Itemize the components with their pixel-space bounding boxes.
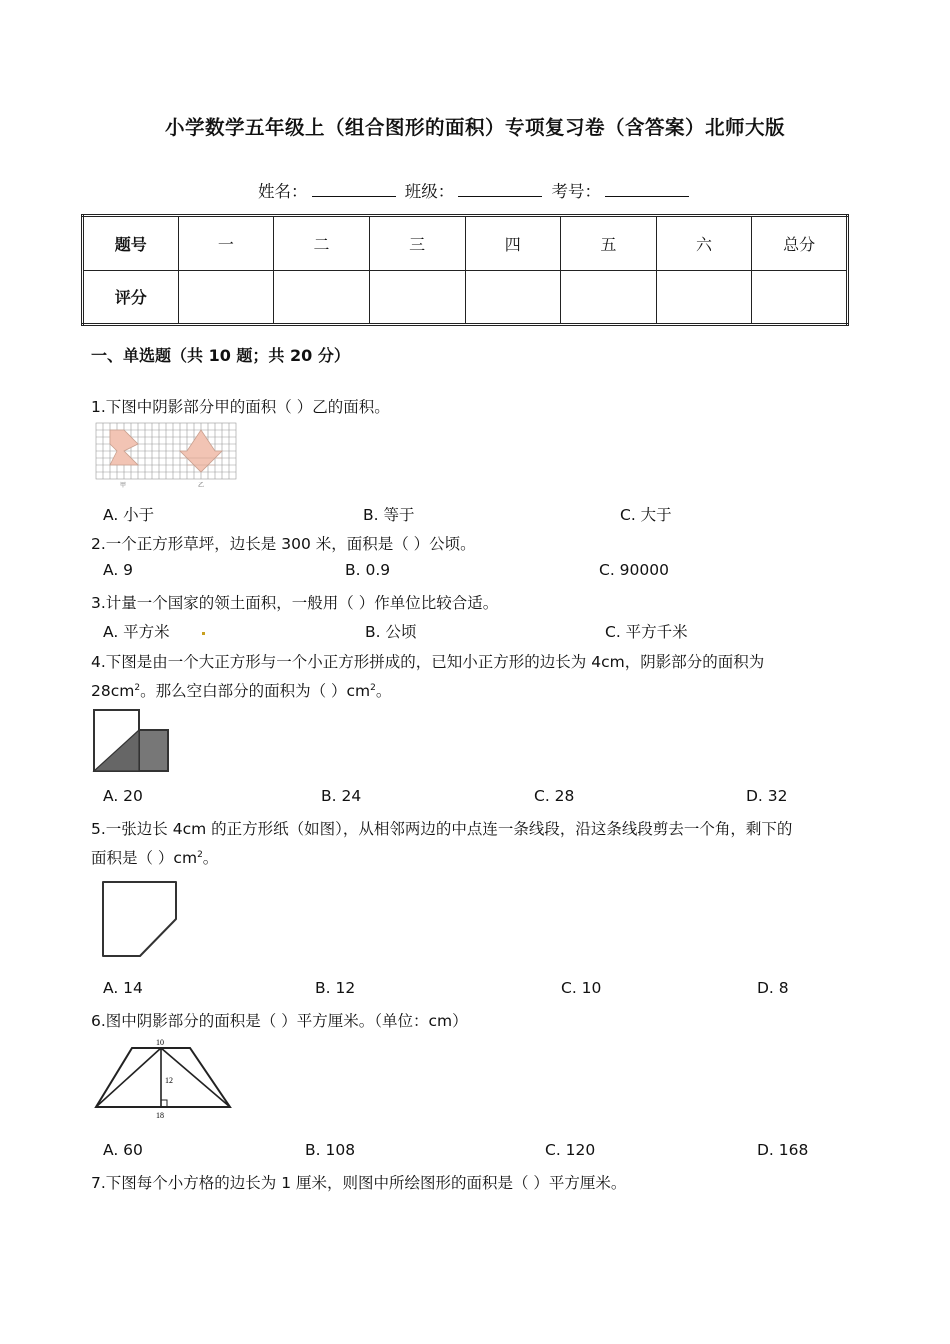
question-4-figure xyxy=(92,708,172,774)
score-cell[interactable] xyxy=(178,270,274,325)
name-label: 姓名： xyxy=(258,182,308,201)
question-4-line-1: 4.下图是由一个大正方形与一个小正方形拼成的，已知小正方形的边长为 4cm，阴影部分的面积为 xyxy=(91,653,765,671)
label-jia: 甲 xyxy=(120,482,127,489)
q5-option-b[interactable]: B. 12 xyxy=(315,979,356,997)
score-header-cell: 一 xyxy=(178,216,274,271)
cut-square xyxy=(103,882,176,956)
question-6-text: 6.图中阴影部分的面积是（ ）平方厘米。（单位：cm） xyxy=(91,1012,468,1030)
question-5-figure xyxy=(98,879,182,961)
page-title: 小学数学五年级上（组合图形的面积）专项复习卷（含答案）北师大版 xyxy=(164,116,785,139)
q2-option-b[interactable]: B. 0.9 xyxy=(345,561,391,579)
q6-option-b[interactable]: B. 108 xyxy=(305,1141,356,1159)
q3-option-c[interactable]: C. 平方千米 xyxy=(605,623,688,641)
question-5-line-1: 5.一张边长 4cm 的正方形纸（如图），从相邻两边的中点连一条线段，沿这条线段剪去一个角，剩下的 xyxy=(91,820,793,838)
score-table-header-row xyxy=(83,216,848,271)
dim-top-label: 10 xyxy=(156,1038,164,1047)
section-heading: 一、单选题（共 10 题；共 20 分） xyxy=(91,346,350,365)
score-header-cell: 五 xyxy=(561,216,657,271)
q3-option-a[interactable]: A. 平方米 xyxy=(103,623,170,641)
class-label: 班级： xyxy=(404,182,455,201)
label-yi: 乙 xyxy=(198,482,205,489)
student-info-line xyxy=(258,178,693,202)
dim-bottom-label: 18 xyxy=(156,1111,164,1120)
q4-option-d[interactable]: D. 32 xyxy=(746,787,788,805)
q1-option-c[interactable]: C. 大于 xyxy=(620,506,672,524)
dim-height-label: 12 xyxy=(165,1076,173,1085)
score-cell[interactable] xyxy=(656,270,752,325)
score-header-cell: 题号 xyxy=(83,216,179,271)
question-4-line-2: $28cm^2$。那么空白部分的面积为（ ）$cm^2$。 xyxy=(91,682,392,700)
q5-option-a[interactable]: A. 14 xyxy=(103,979,143,997)
score-cell[interactable] xyxy=(561,270,657,325)
question-3-text: 3.计量一个国家的领土面积，一般用（ ）作单位比较合适。 xyxy=(91,594,499,612)
q6-option-c[interactable]: C. 120 xyxy=(545,1141,596,1159)
small-square-shaded xyxy=(139,730,168,771)
score-table-score-row xyxy=(83,270,848,325)
score-header-cell: 四 xyxy=(465,216,561,271)
q1-option-b[interactable]: B. 等于 xyxy=(363,506,415,524)
stray-dot xyxy=(202,632,205,635)
q4-option-b[interactable]: B. 24 xyxy=(321,787,362,805)
question-6-figure xyxy=(92,1036,237,1122)
q1-option-a[interactable]: A. 小于 xyxy=(103,506,155,524)
class-blank[interactable] xyxy=(458,180,542,197)
score-cell[interactable] xyxy=(465,270,561,325)
question-7-text: 7.下图每个小方格的边长为 1 厘米，则图中所绘图形的面积是（ ）平方厘米。 xyxy=(91,1174,627,1192)
name-blank[interactable] xyxy=(312,180,396,197)
trapezoid xyxy=(96,1048,230,1107)
q6-option-a[interactable]: A. 60 xyxy=(103,1141,143,1159)
q2-option-c[interactable]: C. 90000 xyxy=(599,561,669,579)
question-5-line-2: 面积是（ ）$cm^2$。 xyxy=(91,849,219,867)
score-table xyxy=(81,214,849,326)
q6-option-d[interactable]: D. 168 xyxy=(757,1141,809,1159)
question-2-text: 2.一个正方形草坪，边长是 300 米，面积是（ ）公顷。 xyxy=(91,535,476,553)
score-cell[interactable] xyxy=(274,270,370,325)
score-header-cell: 二 xyxy=(274,216,370,271)
q3-option-b[interactable]: B. 公顷 xyxy=(365,623,417,641)
q5-option-d[interactable]: D. 8 xyxy=(757,979,789,997)
score-header-cell: 六 xyxy=(656,216,752,271)
q5-option-c[interactable]: C. 10 xyxy=(561,979,602,997)
exam-no-blank[interactable] xyxy=(605,180,689,197)
q2-option-a[interactable]: A. 9 xyxy=(103,561,134,579)
exam-no-label: 考号： xyxy=(551,182,601,201)
score-header-cell: 三 xyxy=(369,216,465,271)
score-header-cell: 总分 xyxy=(752,216,848,271)
question-1-figure xyxy=(95,421,240,489)
q4-option-c[interactable]: C. 28 xyxy=(534,787,575,805)
score-row-label: 评分 xyxy=(83,270,179,325)
score-cell[interactable] xyxy=(369,270,465,325)
q4-option-a[interactable]: A. 20 xyxy=(103,787,143,805)
score-cell[interactable] xyxy=(752,270,848,325)
question-1-text: 1.下图中阴影部分甲的面积（ ）乙的面积。 xyxy=(91,398,390,416)
